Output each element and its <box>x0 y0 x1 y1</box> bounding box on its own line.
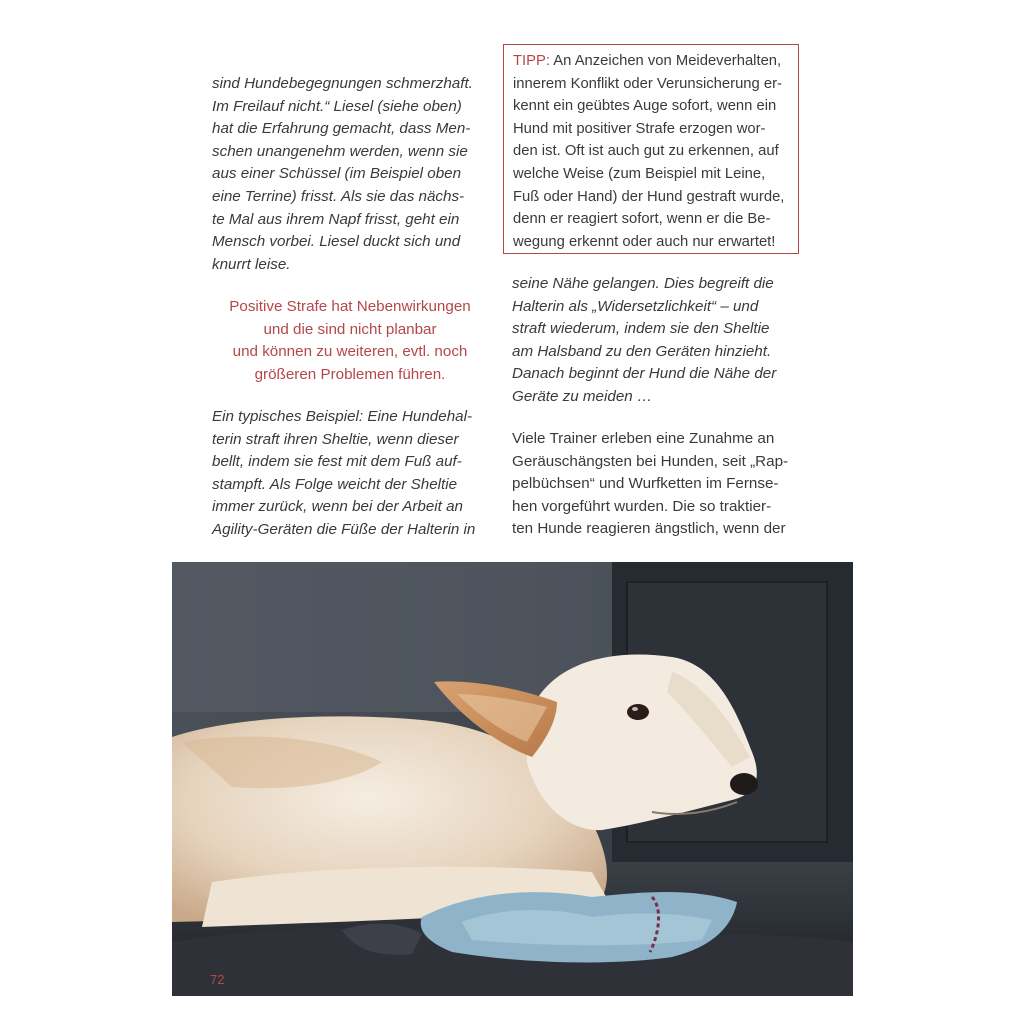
text-line: am Halsband zu den Geräten hinzieht. <box>512 342 772 360</box>
text-line: seine Nähe gelangen. Dies begreift die <box>512 275 774 292</box>
tip-box <box>503 44 799 254</box>
tip-line: Hund mit positiver Strafe erzogen wor- <box>513 120 766 137</box>
pull-quote-line: und die sind nicht planbar <box>263 320 437 338</box>
left-column-bottom-text <box>212 406 492 542</box>
text-line: hen vorgeführt wurden. Die so traktier- <box>512 497 772 515</box>
tip-line-text: An Anzeichen von Meideverhalten, <box>550 53 782 69</box>
text-line: te Mal aus ihrem Napf frisst, geht ein <box>212 210 460 228</box>
tip-line: wegung erkennt oder auch nur erwartet! <box>513 233 776 250</box>
text-line: Halterin als „Widersetzlichkeit“ – und <box>512 297 759 315</box>
pull-quote-line: größeren Problemen führen. <box>254 365 446 383</box>
tip-line: denn er reagiert sofort, wenn er die Be- <box>513 211 771 228</box>
tip-line: Fuß oder Hand) der Hund gestraft wurde, <box>513 188 785 205</box>
text-line: immer zurück, wenn bei der Arbeit an <box>212 498 463 516</box>
tip-line <box>513 50 790 73</box>
text-line: sind Hundebegegnungen schmerzhaft. <box>212 75 473 92</box>
text-line: Ein typisches Beispiel: Eine Hundehal- <box>212 408 473 425</box>
text-line: Mensch vorbei. Liesel duckt sich und <box>212 233 461 251</box>
tip-line: innerem Konflikt oder Verunsicherung er- <box>513 75 782 92</box>
text-line: pelbüchsen“ und Wurfketten im Fernse- <box>512 475 779 493</box>
text-line: straft wiederum, indem sie den Sheltie <box>512 320 770 338</box>
text-line: terin straft ihren Sheltie, wenn dieser <box>212 430 459 448</box>
text-line: knurrt leise. <box>212 255 291 273</box>
text-line: Danach beginnt der Hund die Nähe der <box>512 365 777 383</box>
tip-line: kennt ein geübtes Auge sofort, wenn ein <box>513 98 777 115</box>
text-line: Geräuschängsten bei Hunden, seit „Rap- <box>512 452 789 470</box>
pull-quote-line: und können zu weiteren, evtl. noch <box>232 343 468 361</box>
text-line: aus einer Schüssel (im Beispiel oben <box>212 165 462 183</box>
left-column-top-text <box>212 73 492 276</box>
right-column-italic-text <box>512 273 794 409</box>
text-line: Viele Trainer erleben eine Zunahme an <box>512 430 775 447</box>
page-number: 72 <box>210 972 225 987</box>
text-line: bellt, indem sie fest mit dem Fuß auf- <box>212 453 462 471</box>
dog-photo <box>172 562 853 996</box>
text-line: schen unangenehm werden, wenn sie <box>212 142 468 160</box>
tip-line: welche Weise (zum Beispiel mit Leine, <box>513 165 766 182</box>
text-line: Geräte zu meiden … <box>512 387 653 405</box>
pull-quote <box>205 296 495 386</box>
pull-quote-line: Positive Strafe hat Nebenwirkungen <box>229 298 471 315</box>
right-column-body-text <box>512 428 794 541</box>
text-line: hat die Erfahrung gemacht, dass Men- <box>212 120 471 138</box>
text-line: stampft. Als Folge weicht der Sheltie <box>212 475 458 493</box>
tip-label: TIPP: <box>513 53 550 69</box>
text-line: Im Freilauf nicht.“ Liesel (siehe oben) <box>212 97 462 115</box>
text-line: ten Hunde reagieren ängstlich, wenn der <box>512 520 786 538</box>
text-line: Agility-Geräten die Füße der Halterin in <box>212 520 476 538</box>
text-line: eine Terrine) frisst. Als sie das nächs- <box>212 187 465 205</box>
tip-line: den ist. Oft ist auch gut zu erkennen, auf <box>513 143 779 160</box>
